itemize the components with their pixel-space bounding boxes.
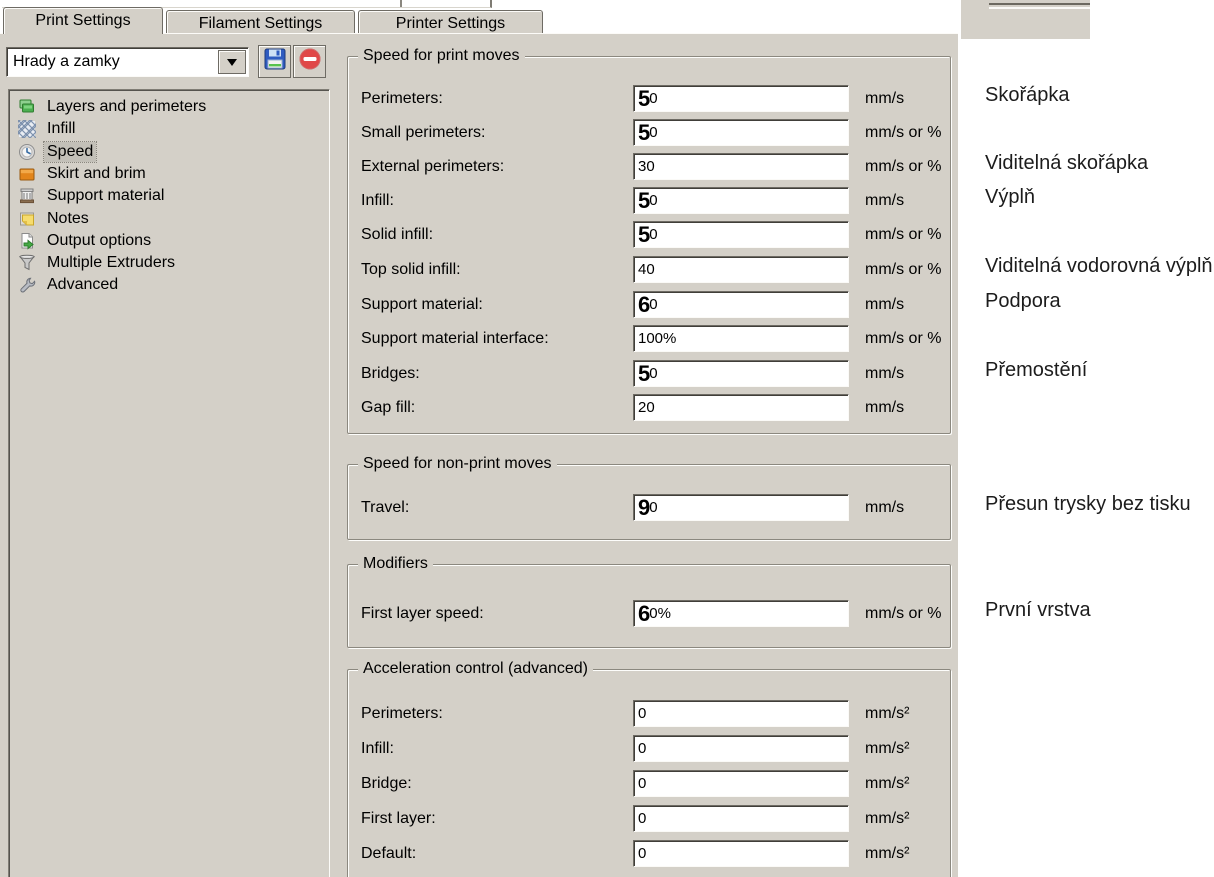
- value-text: 0: [638, 775, 647, 792]
- value-text: 40: [638, 261, 655, 278]
- settings-row: [348, 325, 950, 352]
- setting-label: Solid infill:: [361, 226, 434, 243]
- value-text: 100%: [638, 330, 677, 347]
- annotation-viditelna-skorapka: Viditelná skořápka: [985, 152, 1149, 174]
- unit-label: mm/s²: [865, 740, 910, 757]
- sidebar-item-advanced[interactable]: [17, 274, 121, 296]
- settings-row: [348, 360, 950, 387]
- annotation-prvni-vrstva: První vrstva: [985, 599, 1091, 621]
- delete-minus-icon: [298, 47, 322, 76]
- settings-row: [348, 805, 950, 832]
- settings-row: [348, 494, 950, 521]
- settings-row: [348, 119, 950, 146]
- skirt-box-icon: [17, 164, 37, 184]
- unit-label: mm/s²: [865, 810, 910, 827]
- speed-for-print-moves-solid-infill-input[interactable]: [633, 221, 849, 248]
- acceleration-control-advanced-infill-input[interactable]: [633, 735, 849, 762]
- delete-preset-button[interactable]: [293, 45, 326, 78]
- tab-print-settings[interactable]: [3, 7, 163, 34]
- settings-row: [348, 394, 950, 421]
- unit-label: mm/s: [865, 90, 905, 107]
- settings-row: [348, 600, 950, 627]
- unit-label: mm/s or %: [865, 226, 942, 243]
- unit-label: mm/s: [865, 192, 905, 209]
- settings-row: [348, 153, 950, 180]
- group-speed-for-non-print-moves: [347, 455, 951, 540]
- setting-label: Infill:: [361, 740, 394, 757]
- setting-label: Bridge:: [361, 775, 412, 792]
- settings-row: [348, 770, 950, 797]
- support-building-icon: [17, 186, 37, 206]
- sidebar-item-speed[interactable]: [17, 141, 96, 163]
- value-text: 0: [649, 365, 658, 382]
- value-text: 0: [649, 90, 658, 107]
- wrench-icon: [17, 275, 37, 295]
- sidebar-item-label: Multiple Extruders: [47, 254, 176, 272]
- settings-row: [348, 840, 950, 867]
- setting-label: Support material interface:: [361, 330, 549, 347]
- sidebar-item-label: Infill: [47, 120, 76, 138]
- settings-row: [348, 221, 950, 248]
- setting-label: Perimeters:: [361, 705, 443, 722]
- speed-for-print-moves-top-solid-infill-input[interactable]: [633, 256, 849, 283]
- speed-for-print-moves-support-material-interface-input[interactable]: [633, 325, 849, 352]
- tab-label: Printer Settings: [395, 15, 506, 32]
- setting-label: Bridges:: [361, 365, 420, 382]
- setting-label: Infill:: [361, 192, 394, 209]
- settings-row: [348, 291, 950, 318]
- sidebar-item-label: Layers and perimeters: [47, 98, 207, 115]
- annotation-skorapka: Skořápka: [985, 84, 1070, 106]
- setting-label: Support material:: [361, 296, 483, 313]
- unit-label: mm/s²: [865, 775, 910, 792]
- unit-label: mm/s or %: [865, 330, 942, 347]
- speed-for-print-moves-gap-fill-input[interactable]: [633, 394, 849, 421]
- setting-label: Default:: [361, 845, 417, 862]
- value-text: 0: [638, 845, 647, 862]
- layers-icon: [17, 97, 37, 117]
- sidebar-item-output-options[interactable]: [17, 230, 154, 252]
- speed-gauge-icon: [17, 142, 37, 162]
- value-text: 0: [638, 705, 647, 722]
- value-text: 0: [638, 740, 647, 757]
- annotation-podpora: Podpora: [985, 290, 1061, 312]
- value-text: 0: [649, 226, 658, 243]
- value-text: 0: [649, 124, 658, 141]
- output-arrow-icon: [17, 231, 37, 251]
- settings-category-list: [8, 89, 330, 877]
- annotation-presun-trysky-bez-tisku: Přesun trysky bez tisku: [985, 493, 1191, 515]
- setting-label: Perimeters:: [361, 90, 443, 107]
- unit-label: mm/s or %: [865, 124, 942, 141]
- unit-label: mm/s²: [865, 705, 910, 722]
- setting-label: Small perimeters:: [361, 124, 486, 141]
- setting-label: First layer speed:: [361, 605, 484, 622]
- setting-label: Gap fill:: [361, 399, 416, 416]
- tab-printer-settings[interactable]: [358, 10, 543, 33]
- tab-label: Print Settings: [35, 12, 131, 29]
- unit-label: mm/s²: [865, 845, 910, 862]
- floppy-disk-icon: [263, 47, 287, 76]
- value-text: 20: [638, 399, 655, 416]
- acceleration-control-advanced-bridge-input[interactable]: [633, 770, 849, 797]
- settings-row: [348, 256, 950, 283]
- speed-for-print-moves-bridges-input[interactable]: [633, 360, 849, 387]
- sidebar-item-label: Output options: [47, 231, 152, 249]
- settings-row: [348, 735, 950, 762]
- sidebar-item-label: Speed: [44, 142, 96, 162]
- speed-for-print-moves-support-material-input[interactable]: [633, 291, 849, 318]
- acceleration-control-advanced-first-layer-input[interactable]: [633, 805, 849, 832]
- value-text: 30: [638, 158, 655, 175]
- print-settings-page: [0, 33, 958, 877]
- annotation-premosteni: Přemostění: [985, 359, 1088, 381]
- annotation-viditelna-vodorovna-vypln: Viditelná vodorovná výplň: [985, 255, 1213, 277]
- value-text: 0: [638, 810, 647, 827]
- value-text: 0: [649, 192, 658, 209]
- setting-label: First layer:: [361, 810, 436, 827]
- acceleration-control-advanced-perimeters-input[interactable]: [633, 700, 849, 727]
- value-bold-overlay: 5: [638, 221, 650, 247]
- group-title: Modifiers: [358, 555, 433, 573]
- value-bold-overlay: 5: [638, 119, 650, 145]
- value-bold-overlay: 6: [638, 291, 650, 317]
- window-edge-artifact: [400, 0, 402, 7]
- modifiers-first-layer-speed-input[interactable]: [633, 600, 849, 627]
- group-title: Speed for print moves: [358, 47, 525, 65]
- value-bold-overlay: 5: [638, 85, 650, 111]
- sidebar-item-label: Notes: [47, 209, 89, 227]
- sticky-note-icon: [17, 209, 37, 229]
- dropdown-arrow-icon: [227, 59, 237, 66]
- extruder-funnel-icon: [17, 253, 37, 273]
- unit-label: mm/s: [865, 399, 905, 416]
- unit-label: mm/s or %: [865, 605, 942, 622]
- sidebar-item-infill[interactable]: [17, 118, 78, 140]
- preset-combo-value: Hrady a zamky: [13, 53, 120, 70]
- setting-label: External perimeters:: [361, 158, 505, 175]
- value-text: 0: [649, 499, 658, 516]
- sidebar-item-notes[interactable]: [17, 208, 92, 230]
- setting-label: Travel:: [361, 499, 410, 516]
- save-preset-button[interactable]: [258, 45, 291, 78]
- setting-label: Top solid infill:: [361, 261, 461, 278]
- speed-for-non-print-moves-travel-input[interactable]: [633, 494, 849, 521]
- annotation-vypln: Výplň: [985, 186, 1036, 208]
- infill-pattern-icon: [17, 119, 37, 139]
- unit-label: mm/s: [865, 499, 905, 516]
- value-text: 0: [649, 296, 658, 313]
- unit-label: mm/s or %: [865, 158, 942, 175]
- speed-for-print-moves-perimeters-input[interactable]: [633, 85, 849, 112]
- settings-row: [348, 187, 950, 214]
- value-bold-overlay: 6: [638, 600, 650, 626]
- sidebar-item-skirt-and-brim[interactable]: [17, 163, 149, 185]
- sidebar-item-multiple-extruders[interactable]: [17, 252, 178, 274]
- sidebar-item-label: Skirt and brim: [47, 164, 146, 182]
- group-speed-for-print-moves: [347, 47, 951, 434]
- unit-label: mm/s: [865, 365, 905, 382]
- window-corner-artifact: [961, 0, 1090, 39]
- group-title: Speed for non-print moves: [358, 455, 557, 473]
- speed-for-print-moves-infill-input[interactable]: [633, 187, 849, 214]
- combo-dropdown-button[interactable]: [218, 50, 246, 74]
- settings-row: [348, 700, 950, 727]
- value-bold-overlay: 9: [638, 494, 650, 520]
- settings-row: [348, 85, 950, 112]
- value-bold-overlay: 5: [638, 187, 650, 213]
- group-acceleration-control-advanced: [347, 660, 951, 877]
- sidebar-item-support-material[interactable]: [17, 185, 167, 207]
- tab-filament-settings[interactable]: [166, 10, 355, 33]
- preset-combobox[interactable]: [6, 47, 249, 77]
- unit-label: mm/s or %: [865, 261, 942, 278]
- acceleration-control-advanced-default-input[interactable]: [633, 840, 849, 867]
- sidebar-item-layers-and-perimeters[interactable]: [17, 96, 209, 118]
- unit-label: mm/s: [865, 296, 905, 313]
- speed-for-print-moves-external-perimeters-input[interactable]: [633, 153, 849, 180]
- group-title: Acceleration control (advanced): [358, 660, 593, 678]
- speed-for-print-moves-small-perimeters-input[interactable]: [633, 119, 849, 146]
- group-modifiers: [347, 555, 951, 648]
- value-bold-overlay: 5: [638, 360, 650, 386]
- sidebar-item-label: Advanced: [47, 276, 119, 294]
- value-text: 0%: [649, 605, 671, 622]
- sidebar-item-label: Support material: [47, 187, 165, 205]
- tab-label: Filament Settings: [198, 15, 323, 32]
